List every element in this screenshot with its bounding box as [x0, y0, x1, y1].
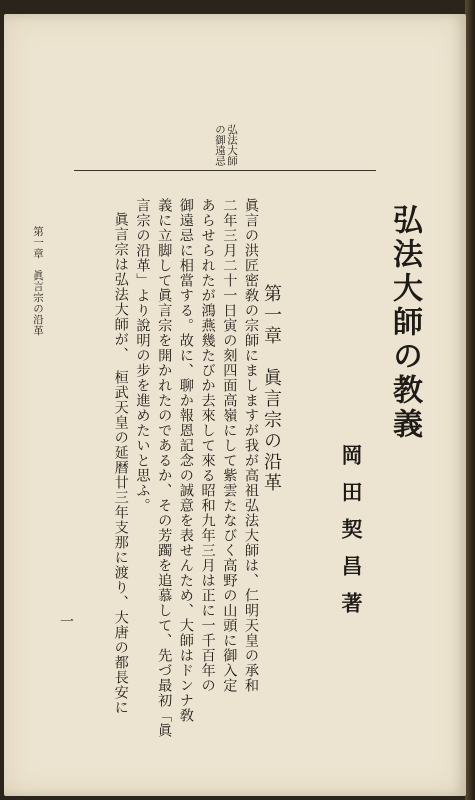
- page-number: 一: [58, 614, 74, 628]
- body-line: 眞言の洪匠密敎の宗師にましますが我が高祖弘法大師は、仁明天皇の承和: [243, 198, 259, 693]
- running-header-line: 弘法大師: [226, 124, 238, 166]
- body-line: 言宗の沿革」より說明の步を進めたいと思ふ。: [134, 198, 151, 513]
- body-line: 二年三月二十一日寅の刻四面高嶺にして紫雲たなびく高野の山頭に御入定: [221, 198, 238, 693]
- body-line: 義に立脚して眞言宗を開かれたのであるか、その芳躅を追慕して、先づ最初「眞: [156, 198, 173, 738]
- header-rule: [74, 170, 376, 171]
- author-name: 岡田契昌著: [339, 444, 364, 629]
- body-line: 御遠忌に相當する。故に、聊か報恩記念の誠意を表せんため、大師はドンナ敎: [177, 198, 194, 723]
- book-page: [4, 14, 466, 796]
- running-header-line: の御遠忌: [214, 124, 226, 166]
- body-line: あらせられたが鴻燕幾たびか去來して來る昭和九年三月は正に一千百年の: [199, 198, 216, 693]
- body-line: 眞言宗は弘法大師が、 桓武天皇の延暦廿三年支那に渡り、大唐の都長安に: [112, 212, 129, 715]
- book-title: 弘法大師の教義: [387, 204, 422, 442]
- book-edge: [465, 0, 475, 800]
- body-text: [109, 198, 261, 738]
- running-header: [214, 124, 238, 166]
- chapter-heading: 第一章 眞言宗の沿革: [261, 284, 282, 494]
- running-footer: 第一章 眞言宗の沿革: [32, 226, 44, 336]
